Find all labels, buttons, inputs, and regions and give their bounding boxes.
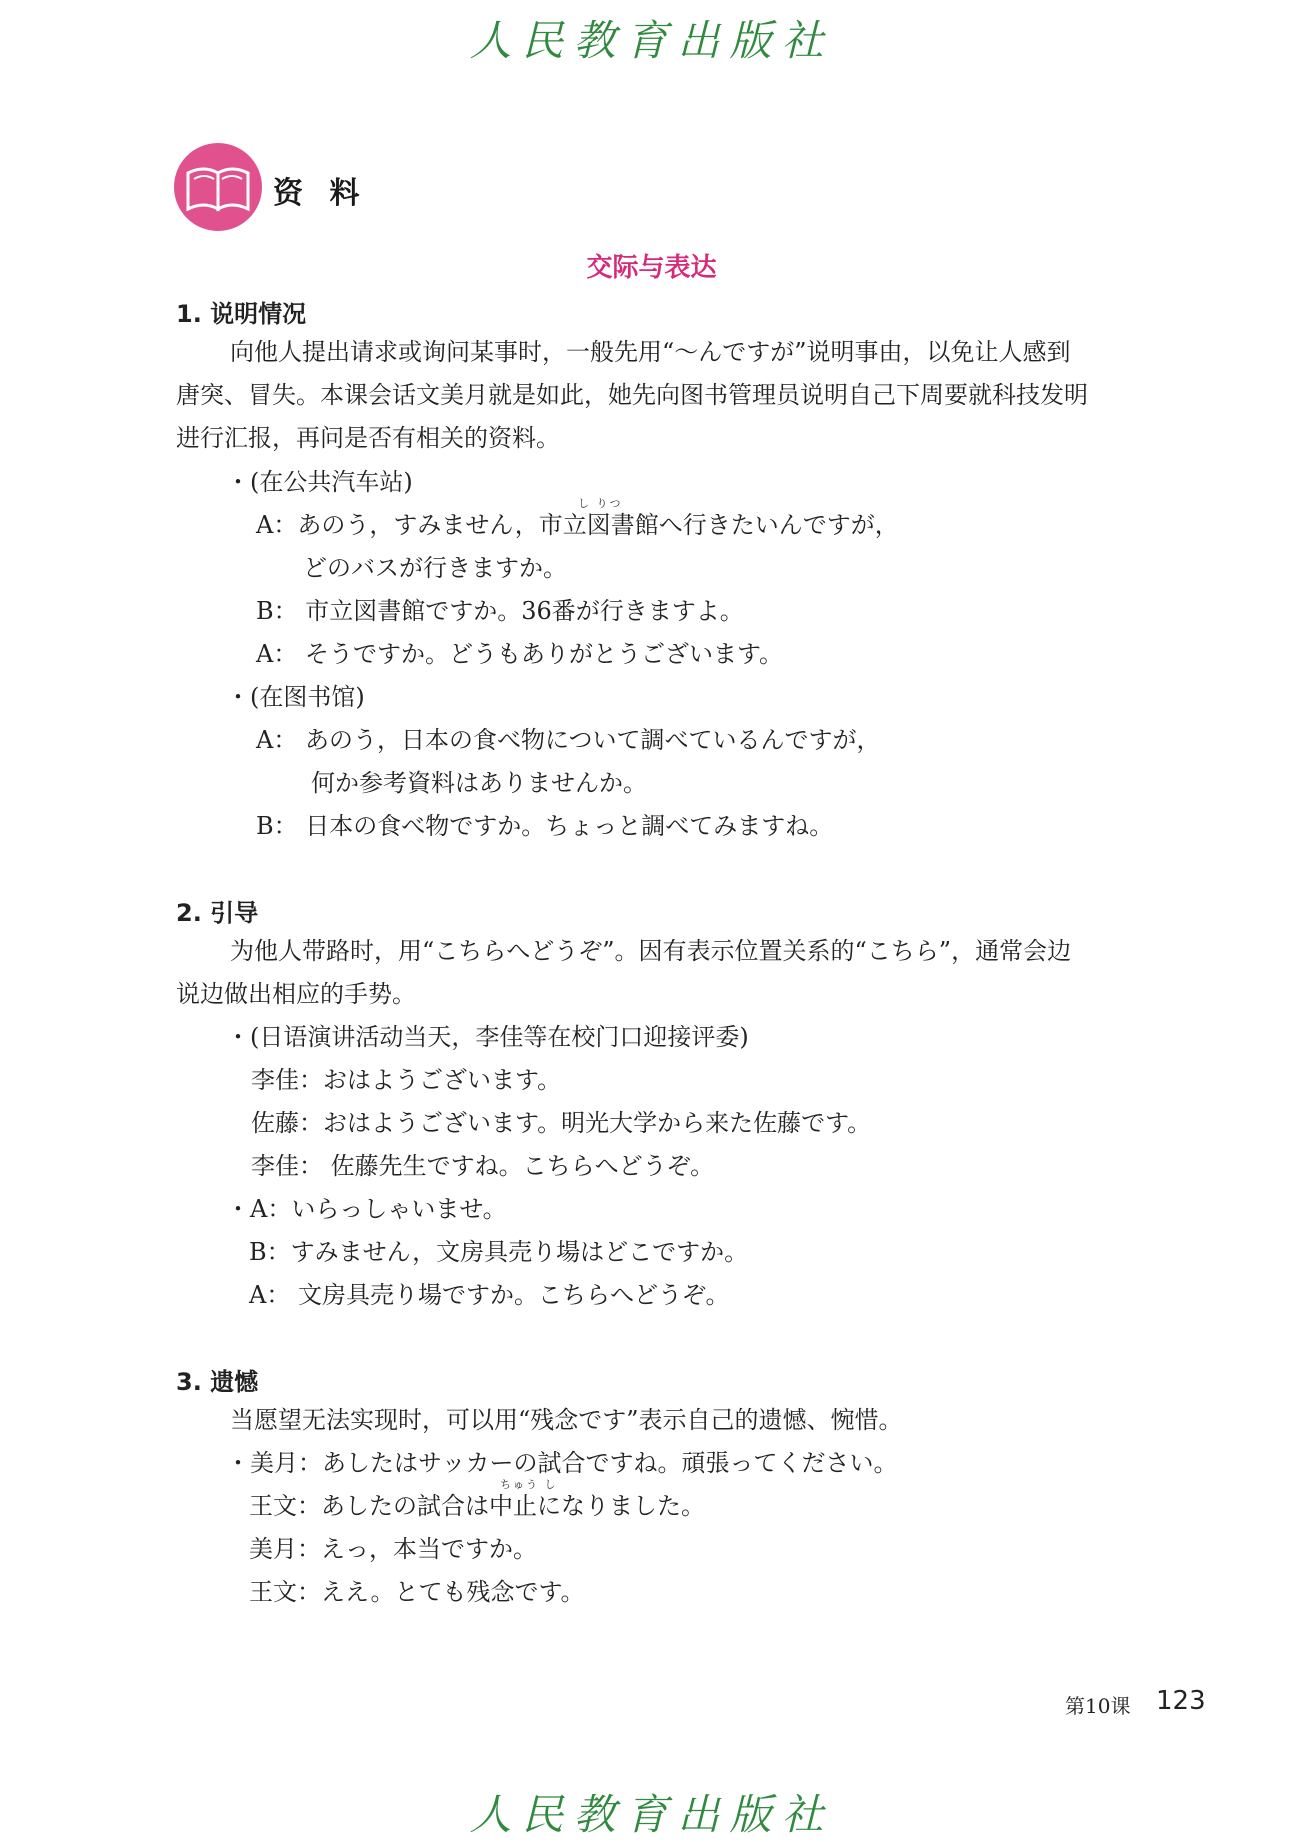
dialogue-line: A： あのう，日本の食べ物について調べているんですが，	[256, 726, 881, 754]
section-heading-2: 2. 引导	[176, 899, 259, 927]
dialogue-line: B： 市立図書館ですか。36番が行きますよ。	[256, 597, 744, 625]
dialogue-line: 美月：えっ，本当ですか。	[249, 1535, 537, 1563]
publisher-header: 人民教育出版社	[469, 16, 834, 65]
dialogue-line: 李佳：おはようございます。	[251, 1066, 562, 1094]
dialogue-line: 王文：ええ。とても残念です。	[249, 1578, 585, 1606]
paragraph-line: 向他人提出请求或询问某事时，一般先用“～んですが”说明事由，以免让人感到	[230, 338, 1071, 366]
dialogue-line: A：あのう，すみません，市立図書館へ行きたいんですが，	[256, 511, 899, 539]
dialogue-line: どのバスが行きますか。	[303, 554, 567, 582]
section-heading-3: 3. 遗憾	[176, 1368, 259, 1396]
dialogue-line: ・美月：あしたはサッカーの試合ですね。頑張ってください。	[226, 1449, 898, 1477]
lesson-number: 第10课	[1065, 1694, 1131, 1718]
dialogue-line: A： 文房具売り場ですか。こちらへどうぞ。	[249, 1281, 730, 1309]
paragraph-line: 当愿望无法实现时，可以用“残念です”表示自己的遗憾、惋惜。	[230, 1406, 903, 1434]
example-setting: ・(在图书馆)	[226, 683, 365, 711]
dialogue-line: 何か参考資料はありませんか。	[311, 769, 647, 797]
page-number: 123	[1156, 1686, 1206, 1716]
example-setting: ・(在公共汽车站)	[226, 468, 413, 496]
section-title: 资 料	[273, 176, 368, 211]
paragraph-line: 为他人带路时，用“こちらへどうぞ”。因有表示位置关系的“こちら”，通常会边	[230, 937, 1072, 965]
dialogue-line: 佐藤：おはようございます。明光大学から来た佐藤です。	[251, 1109, 872, 1137]
section-heading-1: 1. 说明情况	[176, 300, 307, 328]
page-subtitle: 交际与表达	[586, 253, 717, 283]
furigana: し りつ	[578, 497, 623, 510]
paragraph-line: 唐突、冒失。本课会话文美月就是如此，她先向图书管理员说明自己下周要就科技发明	[176, 381, 1088, 409]
dialogue-line: 王文：あしたの試合は中止になりました。	[249, 1492, 705, 1520]
publisher-footer: 人民教育出版社	[469, 1790, 834, 1839]
dialogue-line: 李佳： 佐藤先生ですね。こちらへどうぞ。	[251, 1152, 715, 1180]
dialogue-line: B： 日本の食べ物ですか。ちょっと調べてみますね。	[256, 812, 834, 840]
example-setting: ・(日语演讲活动当天，李佳等在校门口迎接评委)	[226, 1023, 749, 1051]
paragraph-line: 说边做出相应的手势。	[176, 980, 416, 1008]
dialogue-line: ・A：いらっしゃいませ。	[226, 1195, 507, 1223]
furigana: ちゅう し	[500, 1478, 558, 1491]
dialogue-line: B：すみません，文房具売り場はどこですか。	[249, 1238, 749, 1266]
paragraph-line: 进行汇报，再问是否有相关的资料。	[176, 424, 560, 452]
dialogue-line: A： そうですか。どうもありがとうございます。	[256, 640, 784, 668]
open-book-icon	[174, 143, 262, 231]
